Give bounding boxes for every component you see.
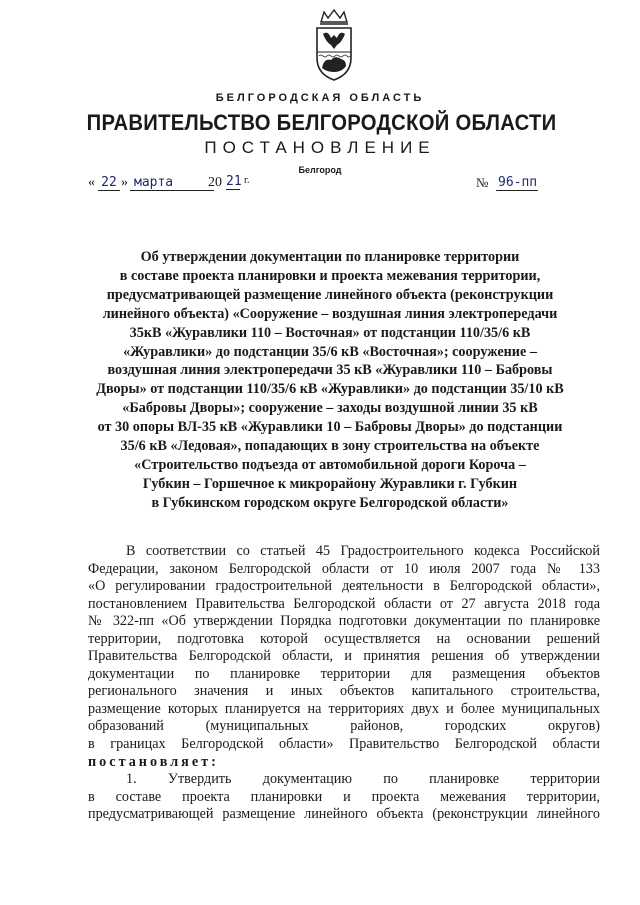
title-line: предусматривающей размещение линейного объекта (реконструкции: [106, 286, 554, 303]
resolves-word: постановляет:: [88, 753, 219, 770]
body-line: «О регулировании градостроительной деятельности в Белгородской области»,: [88, 578, 600, 595]
city-name: Белгород: [298, 165, 342, 175]
body-line: в составе проекта планировки и проекта межевания территории,: [88, 788, 600, 805]
date-quote-close: »: [121, 175, 128, 190]
title-line: «Строительство подъезда от автомобильной дороги Короча –: [134, 456, 526, 473]
date-year-label: г.: [244, 175, 250, 186]
title-line: линейного объекта) «Сооружение – воздушная линия электропередачи: [102, 305, 558, 322]
title-line: Об утверждении документации по планировке территории: [140, 249, 520, 265]
body-line: № 322-пп «Об утверждении Порядка подготовки документации по планировке: [88, 613, 600, 630]
region-name: БЕЛГОРОДСКАЯ ОБЛАСТЬ: [215, 92, 425, 104]
body-line: 1. Утвердить документацию по планировке территории: [126, 771, 600, 788]
title-line: «Журавлики» до подстанции 35/6 кВ «Восточная»; сооружение –: [123, 343, 537, 360]
title-line: воздушная линия электропередачи 35 кВ «Журавлики 110 – Бабровы: [107, 362, 553, 379]
date-quote-open: «: [88, 175, 95, 190]
title-line: в составе проекта планировки и проекта межевания территории,: [119, 267, 541, 284]
body-line: постановлением Правительства Белгородской области от 27 августа 2018 года: [88, 595, 600, 612]
title-line: Дворы» от подстанции 110/35/6 кВ «Журавлики» до подстанции 35/10 кВ: [96, 381, 564, 398]
title-line: «Бабровы Дворы»; сооружение – заходы воздушной линии 35 кВ: [122, 400, 538, 417]
body-line: Правительства Белгородской области, и принятия решения об утверждении: [88, 648, 600, 665]
document-title: [60, 248, 600, 513]
title-line: 35/6 кВ «Ледовая», попадающих в зону строительства на объекте: [120, 438, 540, 455]
body-line: территории, подготовка которой осуществляется на основании решений: [88, 630, 600, 647]
date-day: 22: [98, 175, 120, 191]
title-line: 35кВ «Журавлики 110 – Восточная» от подстанции 110/35/6 кВ: [129, 324, 531, 341]
document-type: ПОСТАНОВЛЕНИЕ: [204, 138, 436, 157]
belgorod-coat-of-arms-icon: [309, 8, 359, 82]
government-title: ПРАВИТЕЛЬСТВО БЕЛГОРОДСКОЙ ОБЛАСТИ: [86, 110, 557, 135]
body-line: предусматривающей размещение линейного объекта (реконструкции линейного: [88, 806, 600, 823]
date-number-line: [88, 175, 588, 195]
title-line: в Губкинском городском округе Белгородской области»: [151, 494, 509, 511]
document-body: [88, 543, 600, 824]
body-line: документации по планировке территории для размещения объектов: [88, 665, 600, 682]
date-year-suffix: 21: [226, 174, 242, 189]
body-line: регионального значения и иных объектов капитального строительства,: [88, 683, 600, 700]
date-year-prefix: 20: [208, 175, 222, 190]
title-line: от 30 опоры ВЛ-35 кВ «Журавлики 10 – Бабровы Дворы» до подстанции: [97, 419, 563, 436]
date-month: марта: [130, 175, 214, 191]
body-line: размещение которых планируется на территориях двух и более муниципальных: [88, 700, 600, 717]
body-line: Федерации, законом Белгородской области от 10 июля 2007 года № 133: [88, 560, 600, 577]
document-number-label: №: [476, 175, 489, 190]
body-line: В соответствии со статьей 45 Градостроительного кодекса Российской: [126, 543, 600, 559]
title-line: Губкин – Горшечное к микрорайону Журавлики г. Губкин: [142, 475, 518, 492]
document-number: 96-пп: [498, 175, 538, 190]
body-line: в границах Белгородской области» Правительство Белгородской области: [88, 736, 600, 753]
body-line: образований (муниципальных районов, городских округов): [88, 718, 600, 735]
